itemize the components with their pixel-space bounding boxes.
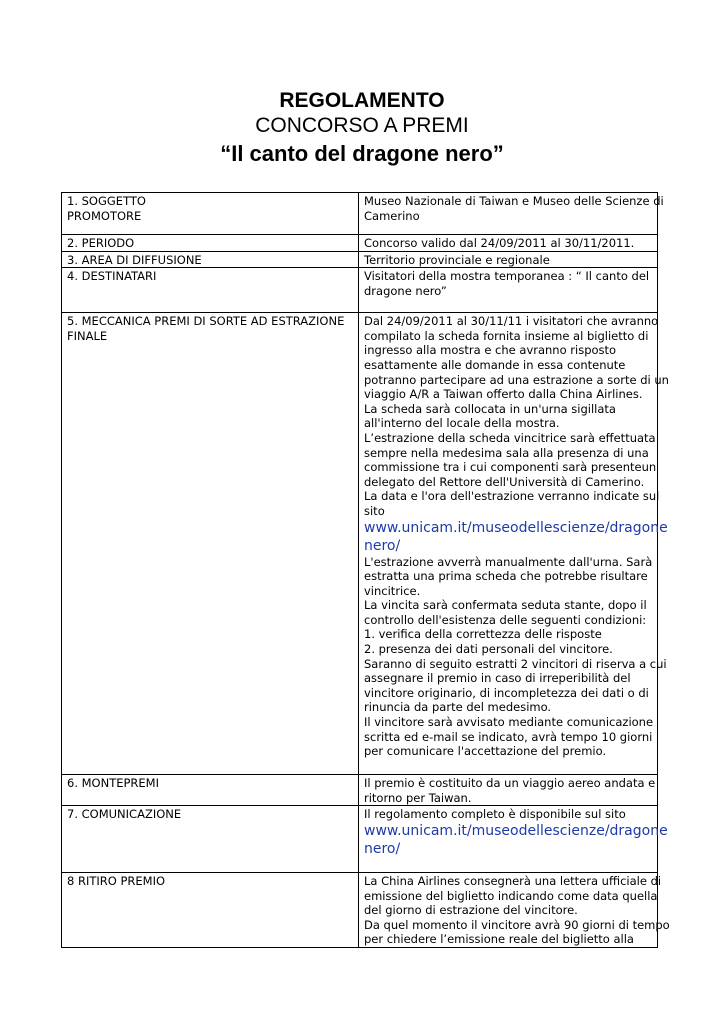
row-value: Museo Nazionale di Taiwan e Museo delle Scienze di Camerino (359, 193, 658, 235)
contest-name: “Il canto del dragone nero” (220, 141, 504, 166)
row-value: Dal 24/09/2011 al 30/11/11 i visitatori che avranno compilato la scheda fornita insieme al biglietto di ingresso alla mostra e che avranno risposto esattamente alle domande in essa contenute potranno partecipare ad una estrazione a sorte di un viaggio A/R a Taiwan offerto dalla China Airlines. La scheda sarà collocata in un'urna sigillata all'interno del locale della mostra. L’estrazione della scheda vincitrice sarà effettuata sempre nella medesima sala alla presenza di una commissione tra i cui componenti sarà presenteun delegato del Rettore dell'Università di Camerino. La data e l'ora dell'estrazione verranno indicate sul sito www.unicam.it/museodellescienze/dragone nero/ L'estrazione avverrà manualmente dall'urna. Sarà estratta una prima scheda che potrebbe risultare vincitrice. La vincita sarà confermata seduta stante, dopo il controllo dell'esistenza delle seguenti condizioni: 1. verifica della correttezza delle risposte 2. presenza dei dati personali del vincitore. Saranno di seguito estratti 2 vincitori di riserva a cui assegnare il premio in caso di irreperibilità del vincitore originario, di incompletezza dei dati o di rinuncia da parte del medesimo. Il vincitore sarà avvisato mediante comunicazione scritta ed e-mail se indicato, avrà tempo 10 giorni per comunicare l'accettazione del premio. (359, 313, 658, 775)
row-key: 5. MECCANICA PREMI DI SORTE AD ESTRAZIONE FINALE (62, 313, 359, 775)
row-value: Territorio provinciale e regionale (359, 251, 658, 268)
row-value: Concorso valido dal 24/09/2011 al 30/11/2011. (359, 235, 658, 252)
table-row (62, 872, 658, 947)
table-row (62, 193, 658, 235)
row-key: 3. AREA DI DIFFUSIONE (62, 251, 359, 268)
table-row (62, 235, 658, 252)
regulation-link-continued[interactable]: nero/ (364, 840, 401, 857)
museum-link[interactable]: www.unicam.it/museodellescienze/dragone (364, 519, 668, 536)
museum-link-continued[interactable]: nero/ (364, 537, 401, 554)
table-row (62, 268, 658, 313)
document-title: REGOLAMENTO (279, 89, 445, 112)
row-key: 4. DESTINATARI (62, 268, 359, 313)
table-row (62, 775, 658, 806)
table-row (62, 251, 658, 268)
row-value: Visitatori della mostra temporanea : “ Il canto del dragone nero” (359, 268, 658, 313)
document-header (0, 88, 724, 168)
row-key: 7. COMUNICAZIONE (62, 806, 359, 873)
document-subtitle: CONCORSO A PREMI (255, 114, 469, 137)
row-key: 8 RITIRO PREMIO (62, 872, 359, 947)
row-key: 2. PERIODO (62, 235, 359, 252)
table-row (62, 806, 658, 873)
row-key: 6. MONTEPREMI (62, 775, 359, 806)
row-value: Il premio è costituito da un viaggio aereo andata e ritorno per Taiwan. (359, 775, 658, 806)
row-key: 1. SOGGETTO PROMOTORE (62, 193, 359, 235)
row-value: Il regolamento completo è disponibile sul sito www.unicam.it/museodellescienze/dragone nero/ (359, 806, 658, 873)
table-row (62, 313, 658, 775)
regulation-table (61, 192, 670, 948)
row-value: La China Airlines consegnerà una lettera ufficiale di emissione del biglietto indicando come data quella del giorno di estrazione del vincitore. Da quel momento il vincitore avrà 90 giorni di tempo per chiedere l’emissione reale del biglietto alla (359, 872, 658, 947)
regulation-link[interactable]: www.unicam.it/museodellescienze/dragone (364, 822, 668, 839)
